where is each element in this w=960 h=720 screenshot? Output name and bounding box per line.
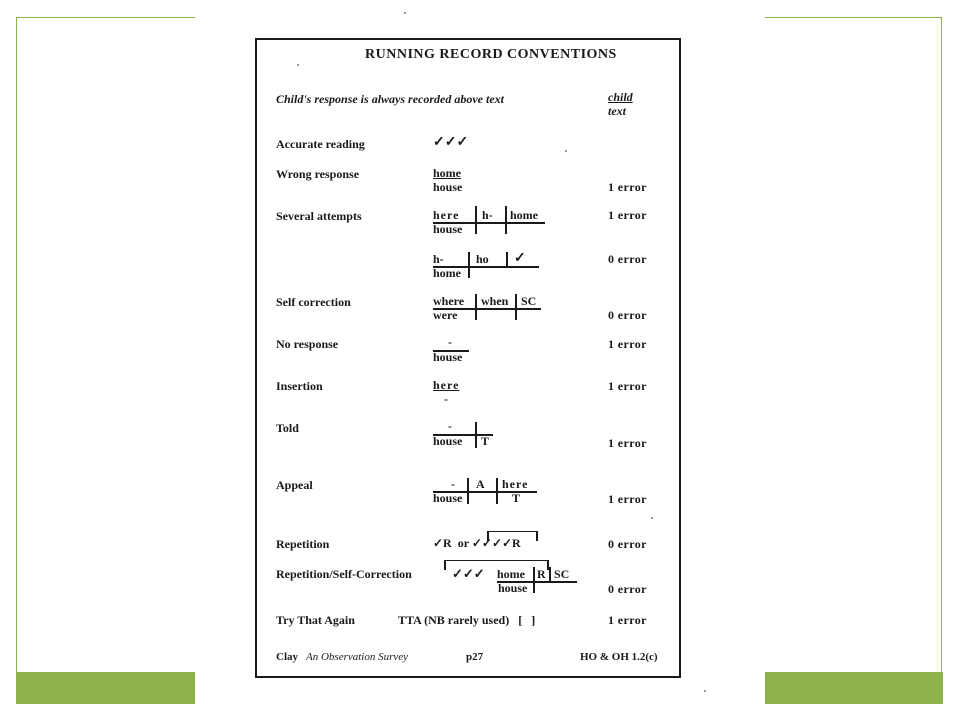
repeat-arrow-top <box>444 560 548 561</box>
text-word: house <box>433 434 463 448</box>
told-word: here <box>502 477 529 491</box>
row-label-self-correction: Self correction <box>276 295 351 309</box>
text-word: house <box>433 491 463 505</box>
child-response: home <box>433 166 461 180</box>
document-title: RUNNING RECORD CONVENTIONS <box>365 47 617 62</box>
error-score: 0 error <box>608 308 647 322</box>
dash-mark: - <box>448 419 452 433</box>
attempt-1: here <box>433 208 460 222</box>
accent-band-right <box>765 672 943 704</box>
dash-mark: - <box>444 392 448 406</box>
row-label-try-that-again: Try That Again <box>276 613 355 627</box>
attempt-divider <box>468 252 470 278</box>
error-score: 1 error <box>608 208 647 222</box>
footer-ref: HO & OH 1.2(c) <box>580 651 658 663</box>
told-divider <box>475 422 477 448</box>
key-child: child <box>608 90 633 104</box>
attempt-3: home <box>510 208 538 222</box>
error-score: 1 error <box>608 337 647 351</box>
check-marks: ✓✓✓ <box>452 566 485 581</box>
attempt-divider <box>475 206 477 234</box>
check-mark: ✓ <box>514 251 526 266</box>
row-label-attempts: Several attempts <box>276 209 362 223</box>
accent-band-left <box>16 672 196 704</box>
scan-speck <box>651 517 653 519</box>
repeat-arrow-right <box>536 531 538 541</box>
row-label-accurate: Accurate reading <box>276 137 365 151</box>
repeat-arrow-top <box>487 531 537 532</box>
attempt-divider <box>506 252 508 266</box>
told-mark: T <box>512 491 521 505</box>
document-subtitle: Child's response is always recorded above text <box>276 92 504 106</box>
row-label-told: Told <box>276 421 299 435</box>
child-response: home <box>497 567 525 581</box>
appeal-divider <box>467 478 469 504</box>
scan-speck <box>404 12 406 14</box>
attempt-2: h- <box>482 208 493 222</box>
text-word: house <box>498 581 528 595</box>
child-response: here <box>433 378 460 392</box>
attempt-1: h- <box>433 252 444 266</box>
attempt-2: ho <box>476 252 489 266</box>
error-score: 0 error <box>608 537 647 551</box>
appeal-divider <box>496 478 498 504</box>
repetition-marks: ✓R or ✓✓✓✓R <box>433 536 521 550</box>
footer-page: p27 <box>466 651 484 663</box>
error-score: 0 error <box>608 252 647 266</box>
row-label-wrong: Wrong response <box>276 167 360 181</box>
told-mark: T <box>481 434 490 448</box>
key-text: text <box>608 104 626 118</box>
text-word: house <box>433 180 463 194</box>
error-score: 1 error <box>608 379 647 393</box>
sc-mark: SC <box>521 294 537 308</box>
row-label-no-response: No response <box>276 337 339 351</box>
row-label-rep-self-correction: Repetition/Self-Correction <box>276 567 412 581</box>
row-label-insertion: Insertion <box>276 379 323 393</box>
repeat-arrow-left <box>444 560 446 570</box>
scan-speck <box>297 64 299 66</box>
scan-speck <box>704 690 706 692</box>
error-score: 0 error <box>608 582 647 596</box>
appeal-mark: A <box>476 477 485 491</box>
attempt-divider <box>515 294 517 320</box>
attempt-1: where <box>433 294 465 308</box>
sc-mark: SC <box>554 567 570 581</box>
error-score: 1 error <box>608 492 647 506</box>
repetition-mark: R <box>537 567 546 581</box>
check-marks: ✓✓✓ <box>433 135 469 150</box>
rep-divider <box>533 567 535 593</box>
scan-speck <box>565 150 567 152</box>
text-word: home <box>433 266 461 280</box>
row-label-repetition: Repetition <box>276 537 330 551</box>
attempt-divider <box>475 294 477 320</box>
tta-example: TTA (NB rarely used) [ ] <box>398 613 536 627</box>
text-word: house <box>433 350 463 364</box>
error-score: 1 error <box>608 613 647 627</box>
row-label-appeal: Appeal <box>276 478 313 492</box>
attempt-divider <box>505 206 507 234</box>
dash-mark: - <box>448 335 452 349</box>
dash-mark: - <box>451 477 455 491</box>
error-score: 1 error <box>608 436 647 450</box>
rep-divider <box>549 567 551 581</box>
text-word: were <box>433 308 458 322</box>
footer-author: Clay <box>276 651 298 663</box>
error-score: 1 error <box>608 180 647 194</box>
footer-book: An Observation Survey <box>306 651 409 663</box>
text-word: house <box>433 222 463 236</box>
attempt-2: when <box>481 294 509 308</box>
